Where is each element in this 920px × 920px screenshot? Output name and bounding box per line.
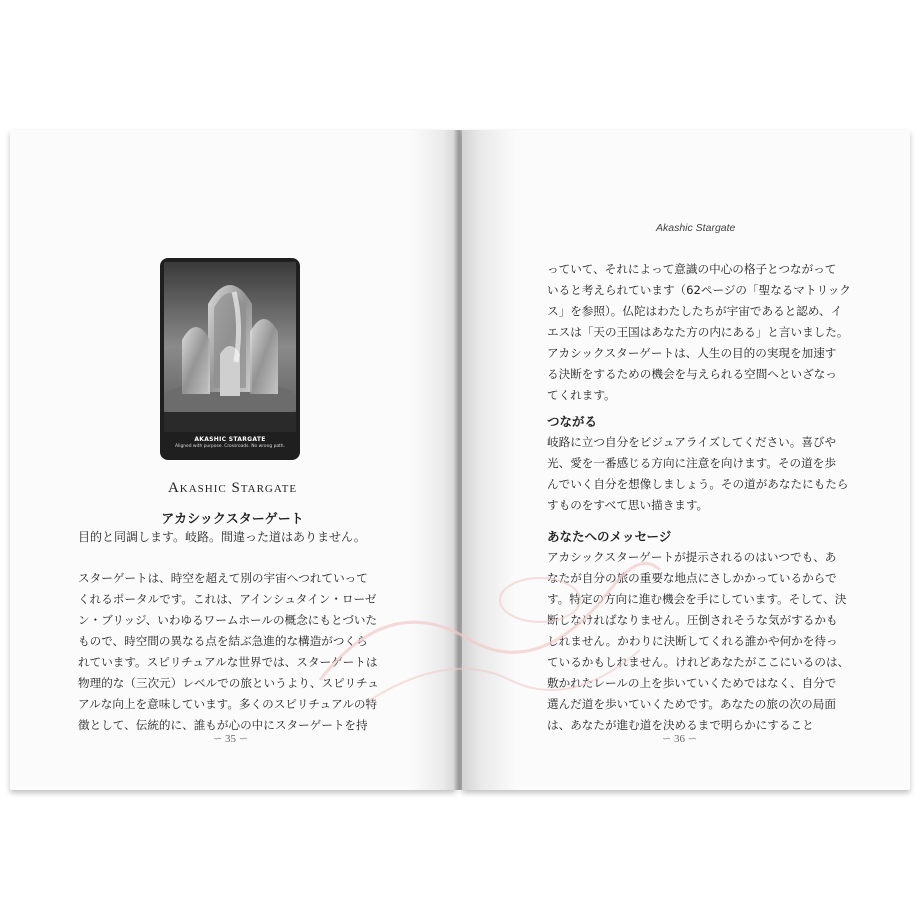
text-line: しれません。かわりに決断してくれる誰かや何かを待っ	[547, 634, 838, 648]
oracle-card-image	[160, 258, 300, 460]
text-line: は、あなたが進む道を決めるまで明らかにすること	[547, 718, 814, 732]
text-line: る決断をするための機会を与えられる空間へといざなっ	[547, 367, 837, 381]
open-book	[10, 130, 910, 792]
text-line: れています。スピリチュアルな世界では、スターゲートは	[78, 655, 378, 669]
text-line: 徴として、伝統的に、誰もが心の中にスターゲートを持	[78, 718, 368, 732]
text-line: ス」を参照）。仏陀はわたしたちが宇宙であると認め、イ	[547, 304, 843, 318]
left-page	[10, 130, 456, 790]
section-heading-message: あなたへのメッセージ	[547, 529, 672, 544]
running-head: Akashic Stargate	[656, 222, 736, 234]
text-line: アカシックスターゲートは、人生の目的の実現を加速す	[547, 346, 837, 360]
paragraph-message	[547, 547, 849, 736]
text-line: っていて、それによって意識の中心の格子とつながって	[547, 262, 837, 276]
page-number-left	[213, 732, 248, 745]
section-heading-connect: つながる	[547, 414, 598, 429]
text-line: ているかもしれません。けれどあなたがここにいるのは、	[547, 655, 850, 669]
page-number-right	[662, 732, 697, 745]
text-line: てくれます。	[547, 388, 616, 402]
text-line: んでいく自分を想像しましょう。その道があなたにもたら	[547, 477, 849, 491]
text-line: もので、時空間の異なる点を結ぶ急進的な構造がつくら	[78, 634, 368, 648]
text-line: ン・ブリッジ、いわゆるワームホールの概念にもとづいた	[78, 613, 378, 627]
text-line: す。特定の方向に進む機会を手にしています。そして、決	[547, 592, 847, 606]
text-line: 光、愛を一番感じる方向に注意を向けます。その道を歩	[547, 456, 836, 470]
card-keywords: 目的と同調します。岐路。間違った道はありません。	[78, 530, 366, 544]
stargate-illustration	[164, 262, 296, 432]
text-line: なたが自分の旅の重要な地点にさしかかっているからで	[547, 571, 837, 585]
text-line: いると考えられています（62ページの「聖なるマトリック	[547, 283, 851, 297]
text-line: 岐路に立つ自分をビジュアライズしてください。喜びや	[547, 435, 837, 449]
left-body-text	[78, 568, 379, 736]
swash-ornament-icon: ∽	[662, 733, 672, 745]
swash-ornament-icon: ∽	[687, 733, 697, 745]
card-subtitle: Aligned with purpose. Crossroads. No wrong path.	[175, 444, 285, 449]
text-line: 選んだ道を歩いていくためです。あなたの旅の次の局面	[547, 697, 836, 711]
text-line: エスは「天の王国はあなた方の内にある」と言いました。	[547, 325, 849, 339]
text-line: すものをすべて思い描きます。	[547, 498, 709, 512]
swash-ornament-icon: ∽	[213, 733, 223, 745]
page-number: 36	[673, 733, 685, 745]
swash-ornament-icon: ∽	[238, 733, 248, 745]
text-line: アカシックスターゲートが提示されるのはいつでも、あ	[547, 550, 837, 564]
text-line: スターゲートは、時空を超えて別の宇宙へつれていって	[78, 571, 368, 585]
page-number: 35	[224, 733, 236, 745]
text-line: くれるポータルです。これは、アインシュタイン・ローゼ	[78, 592, 377, 606]
card-name-english: Akashic Stargate	[167, 480, 298, 496]
paragraph-connect	[547, 432, 848, 516]
card-title: AKASHIC STARGATE	[194, 436, 266, 443]
paragraph-continued	[547, 259, 851, 406]
text-line: 断しなければなりません。圧倒されそうな気がするかも	[547, 613, 838, 627]
text-line: 敷かれたレールの上を歩いていくためではなく、自分で	[547, 676, 837, 690]
card-name-japanese: アカシックスターゲート	[161, 512, 304, 527]
text-line: アルな向上を意味しています。多くのスピリチュアルの特	[78, 697, 378, 711]
text-line: 物理的な（三次元）レベルでの旅というより、スピリチュ	[78, 676, 379, 690]
right-page	[462, 130, 910, 790]
